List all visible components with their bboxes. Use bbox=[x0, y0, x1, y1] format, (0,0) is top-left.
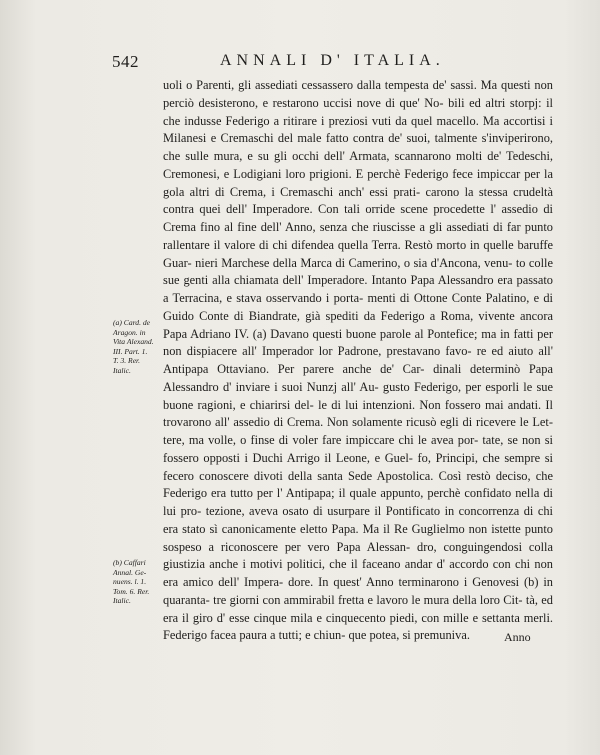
text-line: IV. (a) Davano questi buone parole al Pontefice; ma in fatti bbox=[234, 326, 534, 341]
text-line: le di lui intenzioni. Non fossero mai andati. Il trovarono all' bbox=[163, 397, 553, 430]
margin-note-line: (a) Card. de bbox=[113, 318, 151, 327]
text-line: già spediti da Federigo a Roma, vivente ancora Papa Adriano bbox=[163, 308, 553, 341]
margin-note-line: Annal. Ge- bbox=[113, 567, 147, 577]
text-line: chi era stato sì canonicamente eletto Papa. Ma il Re Guglielmo bbox=[163, 504, 553, 536]
margin-note-line: T. 3. Rer. bbox=[113, 356, 141, 366]
text-line: impiccar per la gola altri di Crema, i Cremaschi anch' essi prati- bbox=[163, 166, 553, 199]
text-line: mille e settanta merli. Federigo facea paura a tutti; e chiun- bbox=[163, 610, 553, 643]
text-line: dro, conguingendosi colla giustizia anche i motivi politici, che bbox=[163, 539, 553, 572]
page-header bbox=[112, 52, 472, 74]
text-line: tre giorni con ammirabil fretta e lavoro le mura della loro Cit- bbox=[213, 592, 523, 607]
margin-note-a bbox=[113, 318, 165, 376]
text-line: orride scene procedette l' assedio di Crema fino al fine dell' Anno, bbox=[163, 202, 553, 234]
text-line: uoli o Parenti, gli assediati cessassero dalla tempesta de' sassi. Ma bbox=[163, 78, 498, 92]
margin-note-b bbox=[113, 558, 165, 606]
margin-note-line: III. Part. 1. bbox=[113, 346, 148, 356]
text-line: nieri Marchese della Marca di Camerino, o sia d'Ancona, venu- bbox=[195, 255, 513, 270]
margin-note-line: (b) Caffari bbox=[113, 558, 146, 567]
text-line: menti di Ottone Conte Palatino, e di Guido Conte di Biandrate, bbox=[163, 291, 553, 323]
text-line: dinali determinò Papa Alessandro d' inviare i suoi Nunzj all' Au- bbox=[163, 362, 553, 394]
text-line: re ed aiuto all' Antipapa Ottaviano. Per parere anche de' Car- bbox=[163, 344, 553, 376]
text-line: tate, se non si fossero opposti i Duchi Arrigo il Leone, e Guel- bbox=[163, 433, 553, 465]
text-line: mura, e su gli occhi dell' Armata, scannarono molti de' Tedeschi, bbox=[213, 149, 553, 163]
running-title: ANNALI D' ITALIA. bbox=[220, 52, 445, 69]
main-text bbox=[163, 77, 553, 645]
text-line: bili ed altri storpj: il che indusse Federigo a ritirare i preziosi bbox=[163, 95, 553, 128]
margin-note-line: Vita Alexand. bbox=[113, 337, 154, 347]
text-line: fo, Principi, che sempre si fecero conoscere divoti della santa bbox=[163, 450, 553, 483]
text-line: Cremonesi, e Lodigiani loro prigioni. E perchè Federigo fece bbox=[163, 166, 473, 181]
text-line: Sede Apostolica. Così restò deciso, che Federigo era tutto per bbox=[163, 468, 553, 501]
page-number: 542 bbox=[112, 52, 139, 71]
text-line: di chi difendea quella Terra. Restò morto in quelle baruffe Guar- bbox=[163, 237, 553, 270]
margin-note-line: Tom. 6. Rer. bbox=[113, 586, 150, 596]
text-line: l' Antipapa; il quale appunto, perchè confidato nella di lui pro- bbox=[163, 486, 553, 518]
text-line: assedio di Crema. Non solamente ricusò egli di ricevere le Let- bbox=[233, 415, 553, 430]
text-line: questi non perciò desisterono, e restarono uccisi nove di que' No- bbox=[163, 78, 553, 110]
text-line: Alessandro era passato a Terracina, e stava osservando i porta- bbox=[163, 273, 553, 305]
text-line: dore. In quest' Anno terminarono i Genovesi (b) in quaranta- bbox=[163, 575, 553, 607]
margin-note-line: Italic. bbox=[113, 596, 131, 606]
text-line: tezione, aveva osato di usurpare il Pontificato in concorrenza di bbox=[205, 504, 534, 518]
catchword: Anno bbox=[504, 630, 531, 644]
text-line: que potea, si premuniva. bbox=[348, 628, 470, 643]
margin-note-line: nuens. l. 1. bbox=[113, 577, 147, 587]
text-line: male fatto contra de' suoi, talmente s'inviperirono, che sulle bbox=[163, 131, 553, 163]
text-line: gusto Federigo, per esporli le sue buone ragioni, e chiarirsi del- bbox=[163, 379, 553, 412]
margin-note-line: Aragon. in bbox=[113, 327, 146, 337]
text-line: per non dispiacere all' Imperador lor Padrone, prestavano favo- bbox=[163, 326, 553, 359]
text-line: senza che riuscisse a gli assediati di far punto rallentare il valore bbox=[163, 220, 553, 252]
text-line: non istette punto sospeso a riconoscere per vero Papa Alessan- bbox=[163, 521, 553, 554]
text-line: tere, ma volle, o finse di voler fare impiccare chi le avea por- bbox=[163, 433, 479, 447]
text-line: tà, ed era il giro d' esse cinque mila e cinquecento piedi, con bbox=[163, 592, 553, 625]
text-line: il faceano andar d' accordo con chi non era amico dell' Impera- bbox=[163, 557, 553, 589]
text-line: carono la stessa crudeltà contra quei dell' Imperadore. Con tali bbox=[163, 184, 553, 217]
margin-note-line: Italic. bbox=[113, 365, 131, 375]
text-line: vuti da quel macello. Ma accortisi i Milanesi e Cremaschi del bbox=[163, 113, 553, 146]
text-line: to colle sue genti alla chiamata dell' Imperadore. Intanto Papa bbox=[163, 255, 553, 288]
